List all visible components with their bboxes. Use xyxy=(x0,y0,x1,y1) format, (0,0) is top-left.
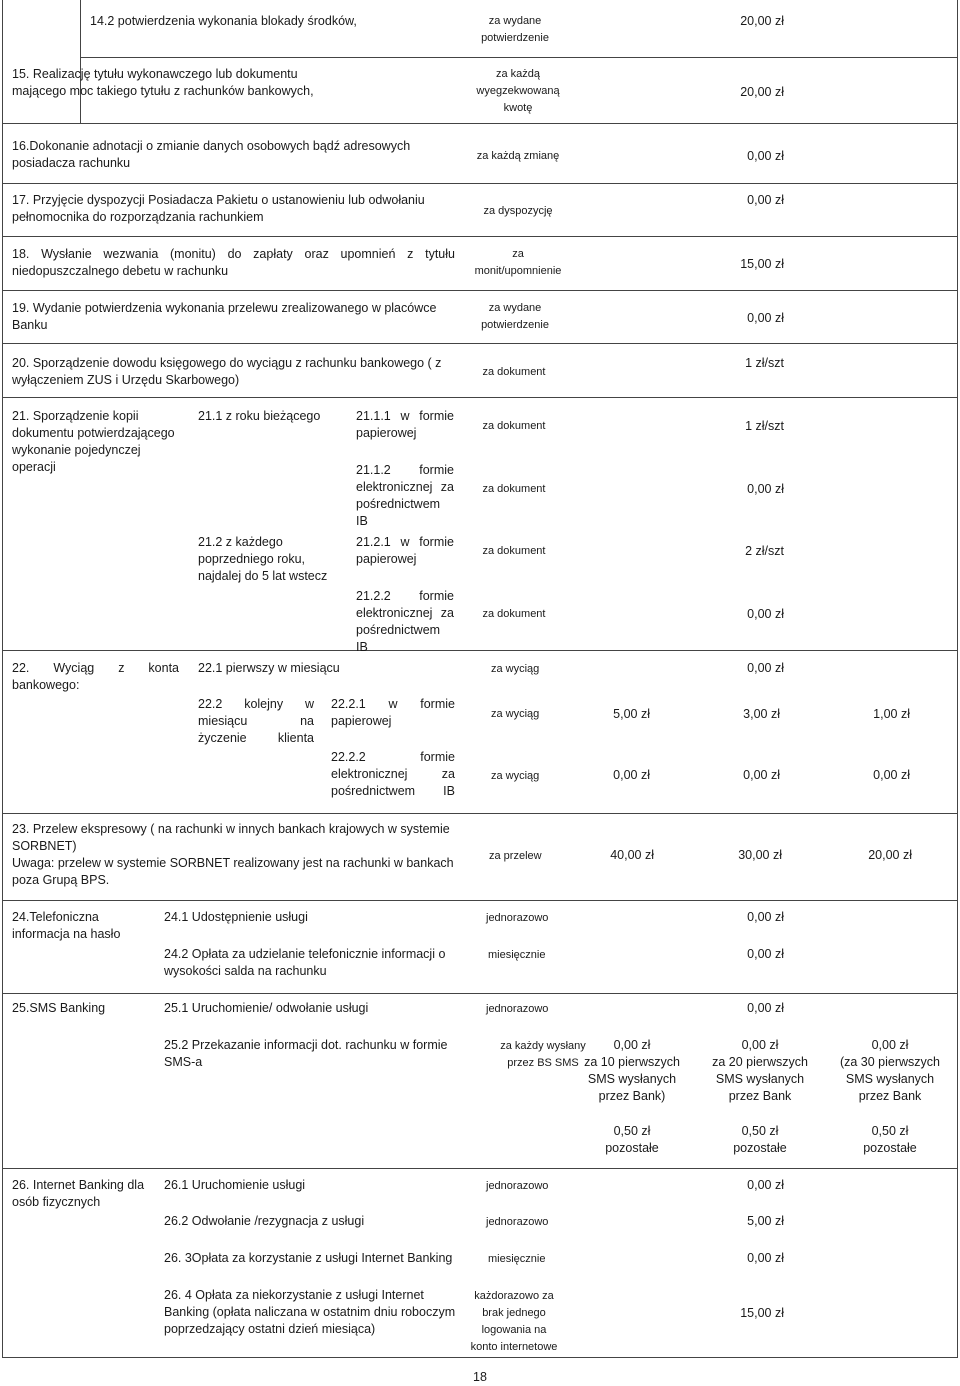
sub-sub-label: 21.2.1 w formie papierowej xyxy=(356,535,454,566)
price-tier-2-note: za 20 pierwszych xyxy=(712,1055,808,1069)
price-tier-3: 1,00 zł xyxy=(873,707,910,721)
price-tier-1-rest-label: pozostałe xyxy=(605,1141,659,1155)
row-unit: za dokument xyxy=(482,483,546,495)
price-tier-1: 5,00 zł xyxy=(613,707,650,721)
sub-label-line: Banking (opłata naliczana w ostatnim dniu roboczym xyxy=(164,1305,456,1319)
price-tier-1-rest: 0,50 zł xyxy=(613,1124,651,1138)
row-label: 14.2 potwierdzenia wykonania blokady środków, xyxy=(90,14,357,28)
price-tier-2: 0,00 zł xyxy=(743,768,780,782)
sub-sub-label: 21.1.2 formie elektronicznej za pośrednictwem IB xyxy=(356,463,454,528)
price-tier-3: 0,00 zł xyxy=(873,768,910,782)
row-label-line: 19. Wydanie potwierdzenia wykonania przelewu zrealizowanego w placówce xyxy=(12,301,437,315)
row-label: 25.SMS Banking xyxy=(12,1001,106,1015)
row-label: 22. Wyciąg z konta bankowego: xyxy=(12,661,179,692)
price-tier-3-note: (za 30 pierwszych xyxy=(839,1055,941,1069)
row-price: 20,00 zł xyxy=(740,14,784,28)
row-label-line: 15. Realizację tytułu wykonawczego lub dokumentu xyxy=(12,67,298,81)
row-unit: jednorazowo xyxy=(486,912,549,924)
row-price: 5,00 zł xyxy=(747,1214,784,1228)
row-price: 0,00 zł xyxy=(747,661,784,675)
row-unit-line: monit/upomnienie xyxy=(474,265,562,277)
price-tier-3-rest-label: pozostałe xyxy=(863,1141,917,1155)
row-unit: za przelew xyxy=(489,850,542,862)
row-unit-line: każdorazowo za xyxy=(474,1290,554,1302)
row-label-line: SORBNET) xyxy=(12,839,77,853)
sub-label-line: SMS-a xyxy=(164,1055,203,1069)
price-tier-3-rest: 0,50 zł xyxy=(871,1124,909,1138)
price-tier-1: 0,00 zł xyxy=(613,768,650,782)
price-tier-2-rest-label: pozostałe xyxy=(733,1141,787,1155)
row-label: 21. Sporządzenie kopii dokumentu potwierdzającego wykonanie pojedynczej operacji xyxy=(12,409,175,474)
row-label-line: 23. Przelew ekspresowy ( na rachunki w innych bankach krajowych w systemie xyxy=(12,822,450,836)
sub-sub-label: 21.2.2 formie elektronicznej za pośrednictwem IB xyxy=(356,589,454,654)
price-tier-3-note: SMS wysłanych xyxy=(845,1072,935,1086)
row-price: 15,00 zł xyxy=(740,257,784,271)
row-unit-line: za każdy wysłany xyxy=(500,1040,586,1052)
sub-label: 21.2 z każdego poprzedniego roku, najdalej do 5 lat wstecz xyxy=(198,535,328,583)
row-label-line: niedopuszczalnego debetu w rachunku xyxy=(12,264,229,278)
row-price: 0,00 zł xyxy=(747,149,784,163)
row-unit: za wyciąg xyxy=(491,663,540,675)
price-tier-3-note: przez Bank xyxy=(858,1089,922,1103)
row-unit: za wyciąg xyxy=(491,770,540,782)
price-tier-2-note: SMS wysłanych xyxy=(715,1072,805,1086)
price-tier-2: 30,00 zł xyxy=(738,848,782,862)
row-unit: za dyspozycję xyxy=(483,205,553,217)
sub-label: 22.2 kolejny w miesiącu na życzenie klienta xyxy=(198,697,314,745)
price-tier-3: 0,00 zł xyxy=(871,1038,909,1052)
sub-label-line: 24.2 Opłata za udzielanie telefonicznie informacji o xyxy=(164,947,446,961)
price-tier-2: 3,00 zł xyxy=(743,707,780,721)
row-unit: za wydane potwierdzenie xyxy=(481,15,549,44)
price-tier-3: 20,00 zł xyxy=(868,848,912,862)
row-unit: za dokument xyxy=(482,608,546,620)
sub-label: 26.2 Odwołanie /rezygnacja z usługi xyxy=(164,1214,365,1228)
row-label-line: poza Grupą BPS. xyxy=(12,873,110,887)
sub-label: 26. 3Opłata za korzystanie z usługi Internet Banking xyxy=(164,1251,453,1265)
page-number: 18 xyxy=(473,1370,487,1384)
row-unit: za wydane potwierdzenie xyxy=(481,302,549,331)
price-tier-1-note: SMS wysłanych xyxy=(587,1072,677,1086)
row-label-line: mającego moc takiego tytułu z rachunków bankowych, xyxy=(12,84,314,98)
sub-label-line: wysokości salda na rachunku xyxy=(164,964,327,978)
price-tier-2-note: przez Bank xyxy=(728,1089,792,1103)
sub-sub-label: 22.2.2 formie elektronicznej za pośrednictwem IB xyxy=(331,750,455,798)
sub-label: 22.1 pierwszy w miesiącu xyxy=(198,661,340,675)
sub-label: 24.1 Udostępnienie usługi xyxy=(164,910,308,924)
sub-sub-label: 22.2.1 w formie papierowej xyxy=(331,697,455,728)
row-price: 20,00 zł xyxy=(740,85,784,99)
row-unit: jednorazowo xyxy=(486,1216,549,1228)
price-tier-1-note: za 10 pierwszych xyxy=(584,1055,680,1069)
row-price: 0,00 zł xyxy=(747,311,784,325)
row-label-line: 17. Przyjęcie dyspozycji Posiadacza Pakietu o ustanowieniu lub odwołaniu xyxy=(12,193,425,207)
sub-label: 21.1 z roku bieżącego xyxy=(198,409,321,423)
row-price: 2 zł/szt xyxy=(745,544,784,558)
row-price: 1 zł/szt xyxy=(745,419,784,433)
price-tier-2: 0,00 zł xyxy=(741,1038,779,1052)
row-label-line: wyłączeniem ZUS i Urzędu Skarbowego) xyxy=(12,373,240,387)
row-label: 26. Internet Banking dla osób fizycznych xyxy=(12,1178,145,1209)
row-price: 0,00 zł xyxy=(747,910,784,924)
row-price: 0,00 zł xyxy=(747,1001,784,1015)
row-unit: za wyciąg xyxy=(491,708,540,720)
sub-sub-label: 21.1.1 w formie papierowej xyxy=(356,409,454,440)
row-label-line: pełnomocnika do rozporządzania rachunkiem xyxy=(12,210,264,224)
row-unit: miesięcznie xyxy=(488,949,546,961)
row-label-line: posiadacza rachunku xyxy=(12,156,131,170)
row-unit: jednorazowo xyxy=(486,1180,549,1192)
row-unit: za dokument xyxy=(482,545,546,557)
row-unit-line: brak jednego xyxy=(482,1307,546,1319)
sub-label: 25.1 Uruchomienie/ odwołanie usługi xyxy=(164,1001,369,1015)
row-price: 0,00 zł xyxy=(747,193,784,207)
price-tier-1: 0,00 zł xyxy=(613,1038,651,1052)
price-tier-1: 40,00 zł xyxy=(610,848,654,862)
row-unit: za dokument xyxy=(482,420,546,432)
row-unit: jednorazowo xyxy=(486,1003,549,1015)
row-price: 0,00 zł xyxy=(747,1178,784,1192)
price-tier-2-rest: 0,50 zł xyxy=(741,1124,779,1138)
row-unit: za dokument xyxy=(482,366,546,378)
row-label-line: 16.Dokonanie adnotacji o zmianie danych osobowych bądź adresowych xyxy=(12,139,411,153)
row-label: 24.Telefoniczna informacja na hasło xyxy=(12,910,121,941)
price-tier-1-note: przez Bank) xyxy=(598,1089,666,1103)
row-label-line: Banku xyxy=(12,318,48,332)
row-price: 0,00 zł xyxy=(747,482,784,496)
row-unit: miesięcznie xyxy=(488,1253,546,1265)
row-unit-line: za xyxy=(512,248,524,260)
row-price: 15,00 zł xyxy=(740,1306,784,1320)
row-unit: za każdą zmianę xyxy=(476,150,560,162)
row-price: 0,00 zł xyxy=(747,607,784,621)
sub-label-line: 25.2 Przekazanie informacji dot. rachunku w formie xyxy=(164,1038,448,1052)
sub-label: 26.1 Uruchomienie usługi xyxy=(164,1178,306,1192)
row-label-line: 18. Wysłanie wezwania (monitu) do zapłaty oraz upomnień z tytułu xyxy=(12,247,455,261)
sub-label-line: poprzedzający ostatni dzień miesiąca) xyxy=(164,1322,376,1336)
row-unit-line: przez BS SMS xyxy=(507,1057,579,1069)
row-unit-line: logowania na xyxy=(481,1324,547,1336)
row-label-line: Uwaga: przelew w systemie SORBNET realizowany jest na rachunki w bankach xyxy=(12,856,454,870)
sub-label-line: 26. 4 Opłata za niekorzystanie z usługi Internet xyxy=(164,1288,424,1302)
row-price: 0,00 zł xyxy=(747,1251,784,1265)
row-price: 0,00 zł xyxy=(747,947,784,961)
row-unit-line: konto internetowe xyxy=(470,1341,558,1353)
row-unit: za każdą wyegzekwowaną kwotę xyxy=(476,68,560,114)
row-price: 1 zł/szt xyxy=(745,356,784,370)
row-label-line: 20. Sporządzenie dowodu księgowego do wyciągu z rachunku bankowego ( z xyxy=(12,356,442,370)
